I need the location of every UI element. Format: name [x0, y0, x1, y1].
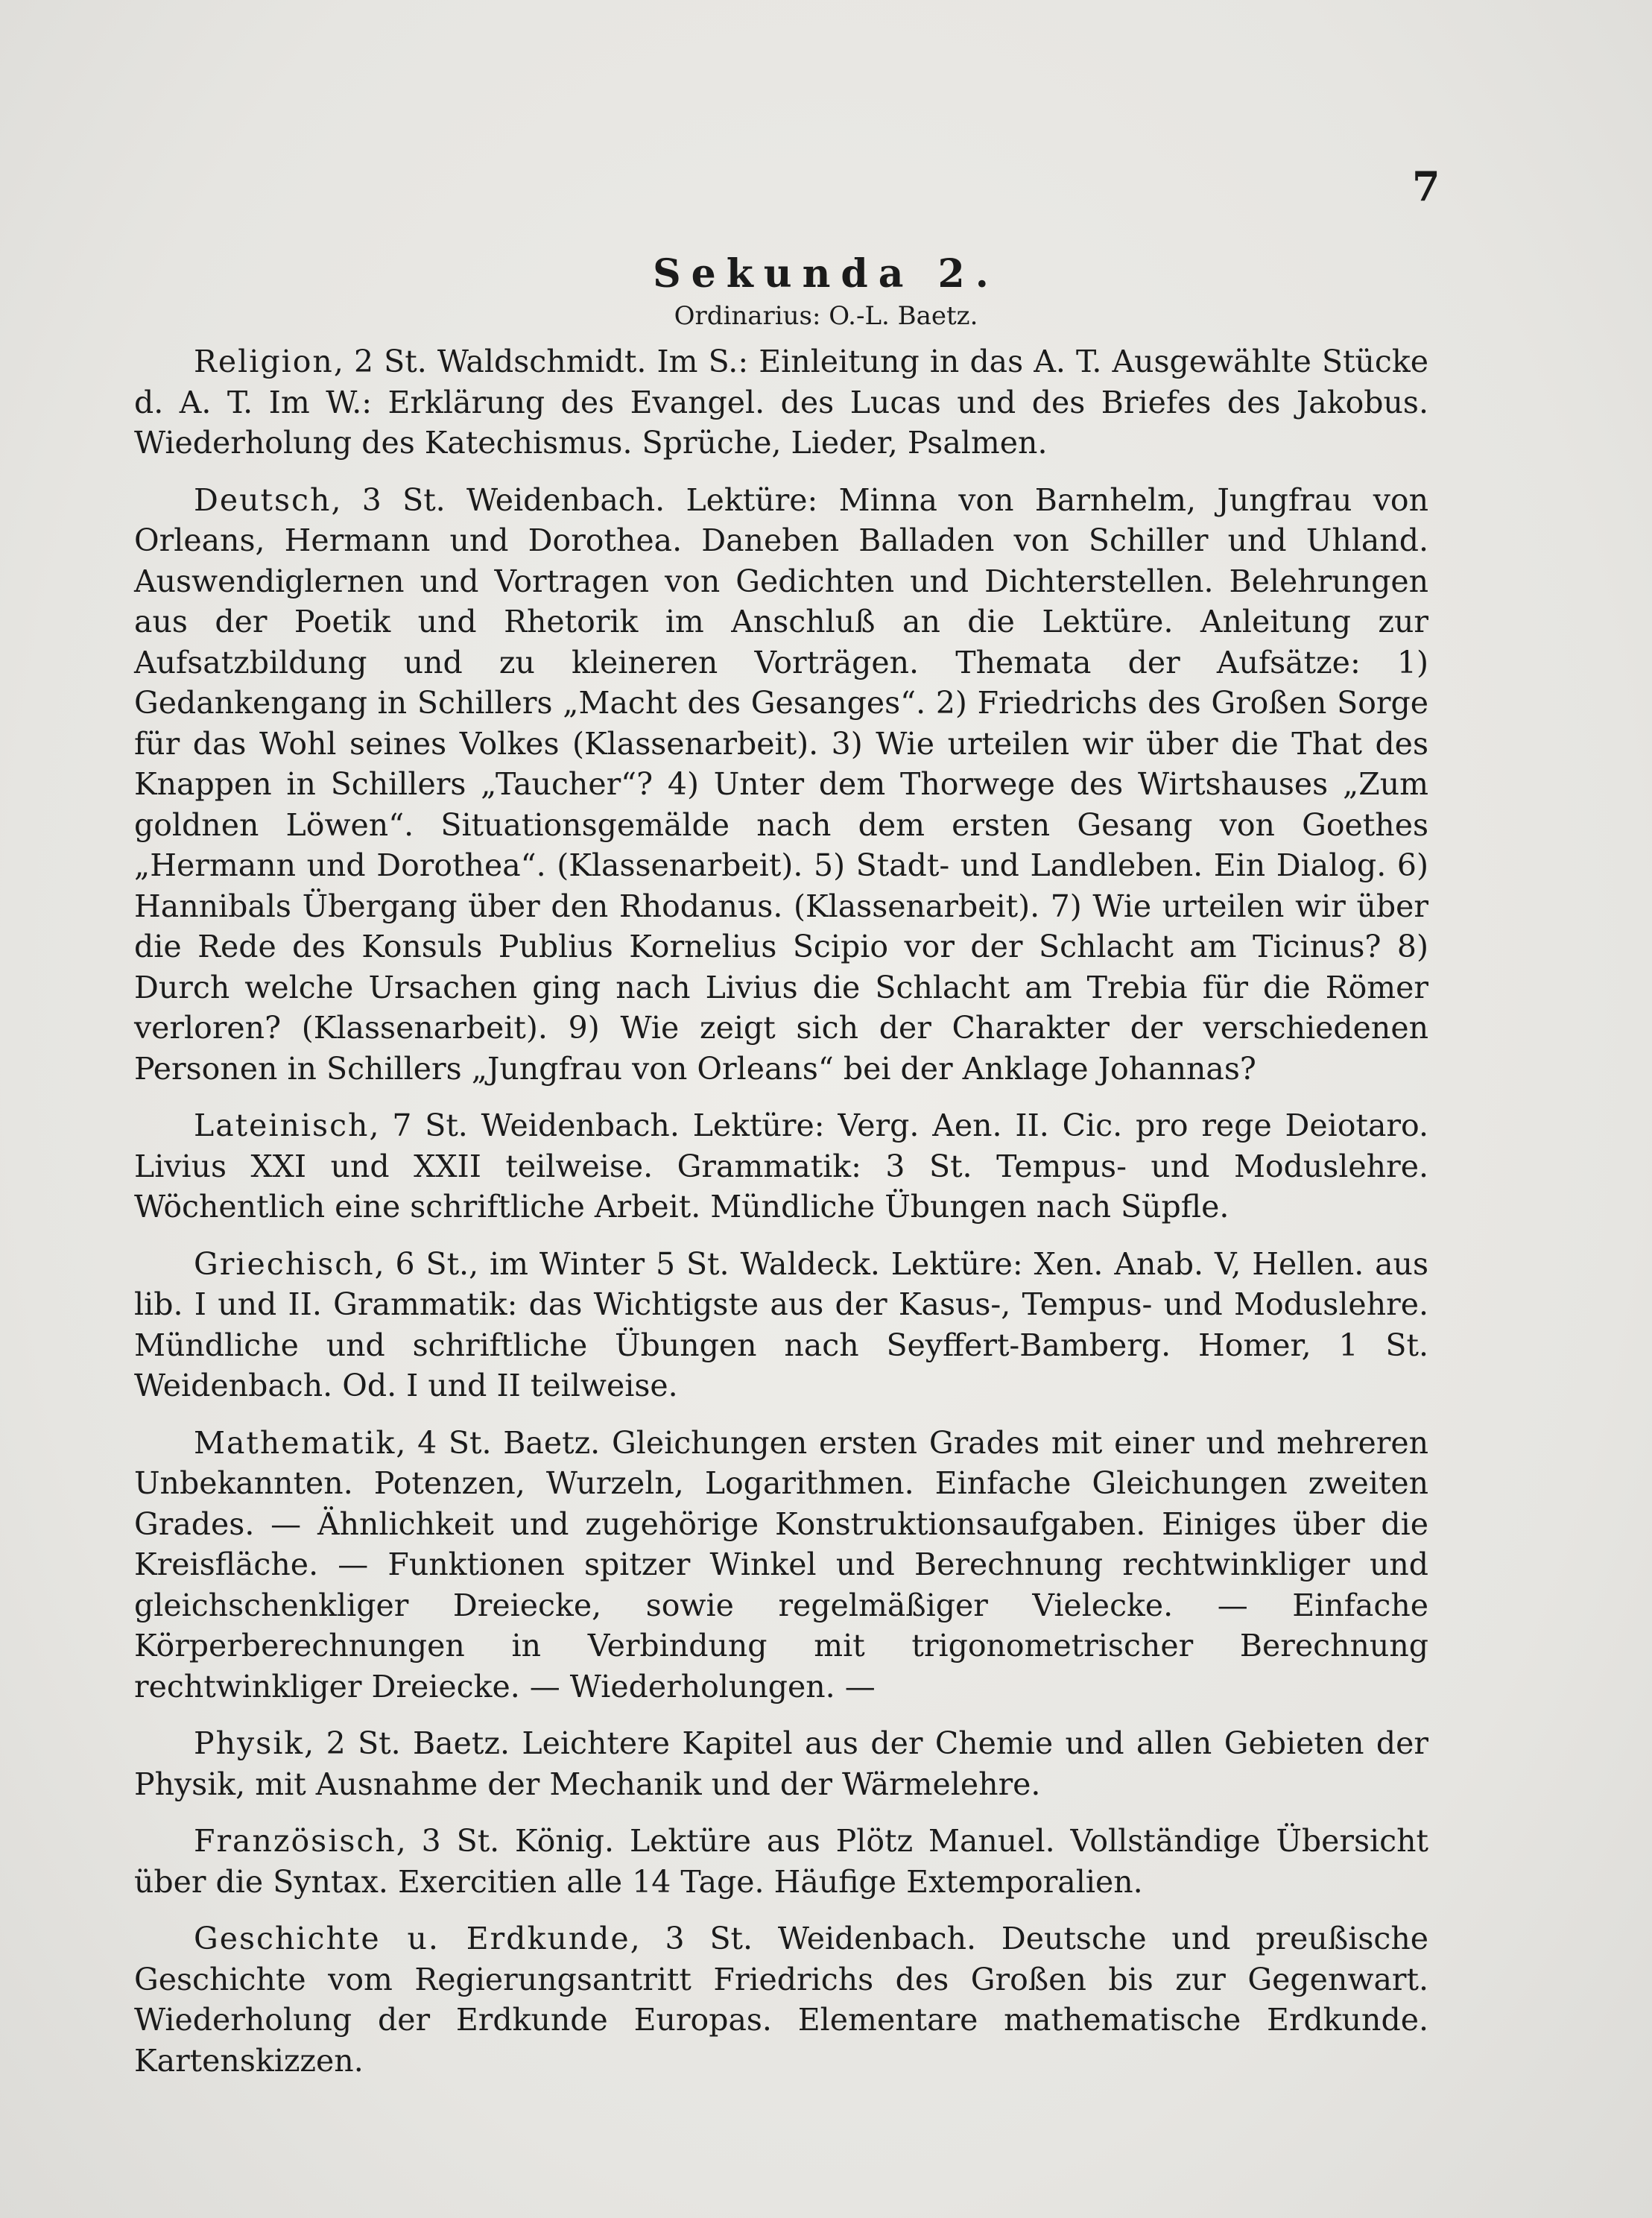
section-text: , 2 St. Baetz. Leichtere Kapitel aus der Chemie und allen Gebieten der Physik, mit Ausnahme der Mechanik und der Wärmelehre. [134, 1725, 1428, 1802]
section-text: , 3 St. Weidenbach. Lektüre: Minna von Barnhelm, Jungfrau von Orleans, Hermann und Dorothea. Daneben Balladen von Schiller und Uhland. Auswendiglernen und Vortragen von Gedichten und Dichterstellen. Belehrungen aus der Poetik und Rhetorik im Anschluß an die Lektüre. Anleitung zur Aufsatzbildung und zu kleineren Vorträgen. Themata der Aufsätze: 1) Gedankengang in Schillers „Macht des Gesanges“. 2) Friedrichs des Großen Sorge für das Wohl seines Volkes (Klassenarbeit). 3) Wie urteilen wir über die That des Knappen in Schillers „Taucher“? 4) Unter dem Thorwege des Wirtshauses „Zum goldnen Löwen“. Situationsgemälde nach dem ersten Gesang von Goethes „Hermann und Dorothea“. (Klassenarbeit). 5) Stadt- und Landleben. Ein Dialog. 6) Hannibals Übergang über den Rhodanus. (Klassenarbeit). 7) Wie urteilen wir über die Rede des Konsuls Publius Kornelius Scipio vor der Schlacht am Ticinus? 8) Durch welche Ursachen ging nach Livius die Schlacht am Trebia für die Römer verloren? (Klassenarbeit). 9) Wie zeigt sich der Charakter der verschiedenen Personen in Schillers „Jungfrau von Orleans“ bei der Anklage Johannas? [134, 481, 1428, 1087]
section-header [0, 252, 1652, 332]
section-text: , 7 St. Weidenbach. Lektüre: Verg. Aen. II. Cic. pro rege Deiotaro. Livius XXI und XXII teilweise. Grammatik: 3 St. Tempus- und Moduslehre. Wöchentlich eine schriftliche Arbeit. Mündliche Übungen nach Süpfle. [134, 1108, 1428, 1225]
subject-heading: Lateinisch [194, 1108, 370, 1143]
section-text: , 2 St. Waldschmidt. Im S.: Einleitung in das A. T. Ausgewählte Stücke d. A. T. Im W.: Erklärung des Evangel. des Lucas und des Briefes des Jakobus. Wiederholung des Katechismus. Sprüche, Lieder, Psalmen. [134, 344, 1428, 461]
section-deutsch [134, 480, 1428, 1090]
ordinarius-line: Ordinarius: O.-L. Baetz. [674, 301, 978, 331]
section-text: , 6 St., im Winter 5 St. Waldeck. Lektüre: Xen. Anab. V, Hellen. aus lib. I und II. Grammatik: das Wichtigste aus der Kasus-, Tempus- und Moduslehre. Mündliche und schriftliche Übungen nach Seyffert-Bamberg. Homer, 1 St. Weidenbach. Od. I und II teilweise. [134, 1245, 1428, 1403]
section-text: , 4 St. Baetz. Gleichungen ersten Grades mit einer und mehreren Unbekannten. Potenzen, Wurzeln, Logarithmen. Einfache Gleichungen zweiten Grades. — Ähnlichkeit und zugehörige Konstruktionsaufgaben. Einiges über die Kreisfläche. — Funktionen spitzer Winkel und Berechnung rechtwinkliger und gleichschenkliger Dreiecke, sowie regelmäßiger Vielecke. — Einfache Körperberechnungen in Verbindung mit trigonometrischer Berechnung rechtwinkliger Dreiecke. — Wiederholungen. — [134, 1424, 1428, 1704]
curriculum-body [134, 341, 1428, 2097]
subject-heading: Geschichte u. Erdkunde [194, 1921, 630, 1956]
section-mathematik [134, 1423, 1428, 1707]
class-title: Sekunda 2. [653, 251, 999, 297]
subject-heading: Mathematik [194, 1424, 396, 1461]
page-number: 7 [1412, 162, 1440, 210]
section-lateinisch [134, 1105, 1428, 1228]
subject-heading: Griechisch [194, 1245, 375, 1282]
subject-heading: Physik [194, 1725, 305, 1761]
section-text: , 3 St. Weidenbach. Deutsche und preußische Geschichte vom Regierungsantritt Friedrichs des Großen bis zur Gegenwart. Wiederholung der Erdkunde Europas. Elementare mathematische Erdkunde. Kartenskizzen. [134, 1921, 1428, 2079]
section-physik [134, 1723, 1428, 1804]
subject-heading: Französisch [194, 1823, 396, 1859]
section-text: , 3 St. König. Lektüre aus Plötz Manuel. Vollständige Übersicht über die Syntax. Exercitien alle 14 Tage. Häufige Extemporalien. [134, 1823, 1428, 1900]
subject-heading: Deutsch [194, 481, 332, 518]
section-geschichte-erdkunde [134, 1918, 1428, 2081]
section-religion [134, 341, 1428, 464]
subject-heading: Religion [194, 344, 334, 379]
section-griechisch [134, 1244, 1428, 1406]
section-franzoesisch [134, 1821, 1428, 1902]
